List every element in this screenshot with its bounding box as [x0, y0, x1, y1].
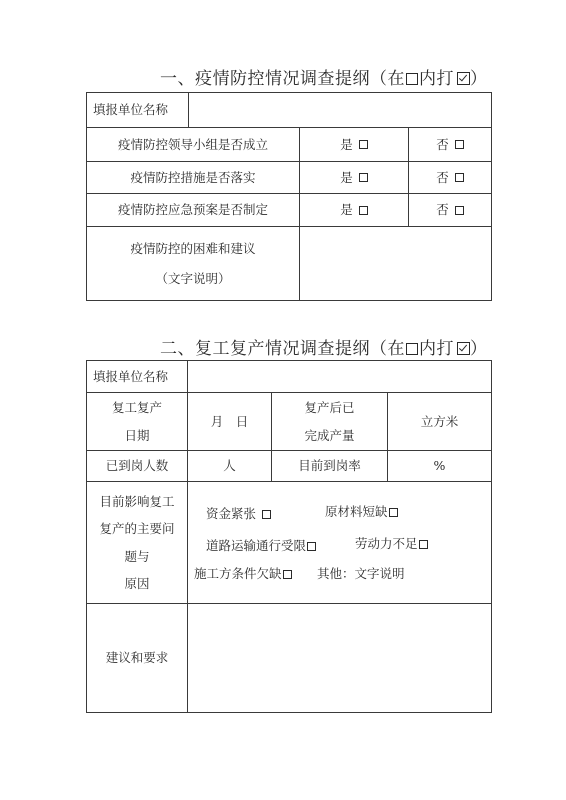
- attendance-rate-label: 目前到岗率: [298, 458, 361, 474]
- checkbox-icon[interactable]: [455, 173, 464, 182]
- checkbox-icon[interactable]: [455, 140, 464, 149]
- section2-title-text: 二、复工复产情况调查提纲: [160, 339, 370, 359]
- unit-name-field[interactable]: [188, 361, 491, 392]
- suggestions-label: 建议和要求: [105, 650, 169, 666]
- option-transport[interactable]: 道路运输通行受限: [206, 536, 316, 554]
- checkbox-icon[interactable]: [419, 540, 428, 549]
- resume-date-field[interactable]: 月 日: [210, 413, 249, 429]
- attendance-rate-field[interactable]: %: [433, 458, 446, 474]
- checkbox-icon[interactable]: [455, 206, 464, 215]
- checkbox-icon[interactable]: [389, 508, 398, 517]
- unit-name-label: 填报单位名称: [93, 368, 169, 384]
- suggestions-field[interactable]: [188, 604, 491, 712]
- checkbox-icon[interactable]: [307, 542, 316, 551]
- q-measures: 疫情防控措施是否落实: [130, 169, 256, 185]
- checkbox-icon[interactable]: [359, 206, 368, 215]
- checkbox-icon[interactable]: [359, 140, 368, 149]
- q-emergency-plan: 疫情防控应急预案是否制定: [117, 202, 268, 218]
- empty-checkbox-icon: [406, 73, 418, 85]
- output-field[interactable]: 立方米: [420, 413, 459, 429]
- staff-count-field[interactable]: 人: [223, 458, 236, 474]
- issues-label: 目前影响复工 复产的主要问 题与 原因: [99, 493, 175, 591]
- checkbox-icon[interactable]: [283, 570, 292, 579]
- section1-title-text: 一、疫情防控情况调查提纲: [160, 69, 370, 89]
- q3-yes-option[interactable]: 是: [300, 194, 408, 226]
- resume-date-label: 复工复产 日期: [111, 400, 162, 443]
- output-label: 复产后已 完成产量: [304, 400, 355, 443]
- option-funds[interactable]: 资金紧张: [206, 504, 271, 522]
- checked-checkbox-icon: [457, 72, 470, 85]
- option-labor[interactable]: 劳动力不足: [355, 534, 428, 552]
- unit-name-field[interactable]: [189, 93, 491, 127]
- option-materials[interactable]: 原材料短缺: [325, 502, 398, 520]
- q-leading-group: 疫情防控领导小组是否成立: [117, 136, 268, 152]
- difficulties-label: 疫情防控的困难和建议 （文字说明）: [130, 240, 256, 286]
- q2-yes-option[interactable]: 是: [300, 162, 408, 193]
- epidemic-control-table: [86, 92, 492, 301]
- staff-count-label: 已到岗人数: [105, 458, 169, 474]
- unit-name-label: 填报单位名称: [93, 102, 169, 118]
- empty-checkbox-icon: [406, 343, 418, 355]
- checkbox-icon[interactable]: [359, 173, 368, 182]
- section2-title: 二、复工复产情况调查提纲（在 内打 ）: [160, 339, 488, 359]
- q2-no-option[interactable]: 否: [409, 162, 491, 193]
- resumption-table: [86, 360, 492, 713]
- checked-checkbox-icon: [457, 342, 470, 355]
- q1-no-option[interactable]: 否: [409, 128, 491, 161]
- q3-no-option[interactable]: 否: [409, 194, 491, 226]
- checkbox-icon[interactable]: [262, 510, 271, 519]
- q1-yes-option[interactable]: 是: [300, 128, 408, 161]
- difficulties-field[interactable]: [300, 227, 491, 300]
- option-conditions[interactable]: 施工方条件欠缺: [194, 564, 292, 582]
- option-other[interactable]: 其他：文字说明: [317, 566, 405, 581]
- section1-title: 一、疫情防控情况调查提纲（在 内打 ）: [160, 69, 488, 89]
